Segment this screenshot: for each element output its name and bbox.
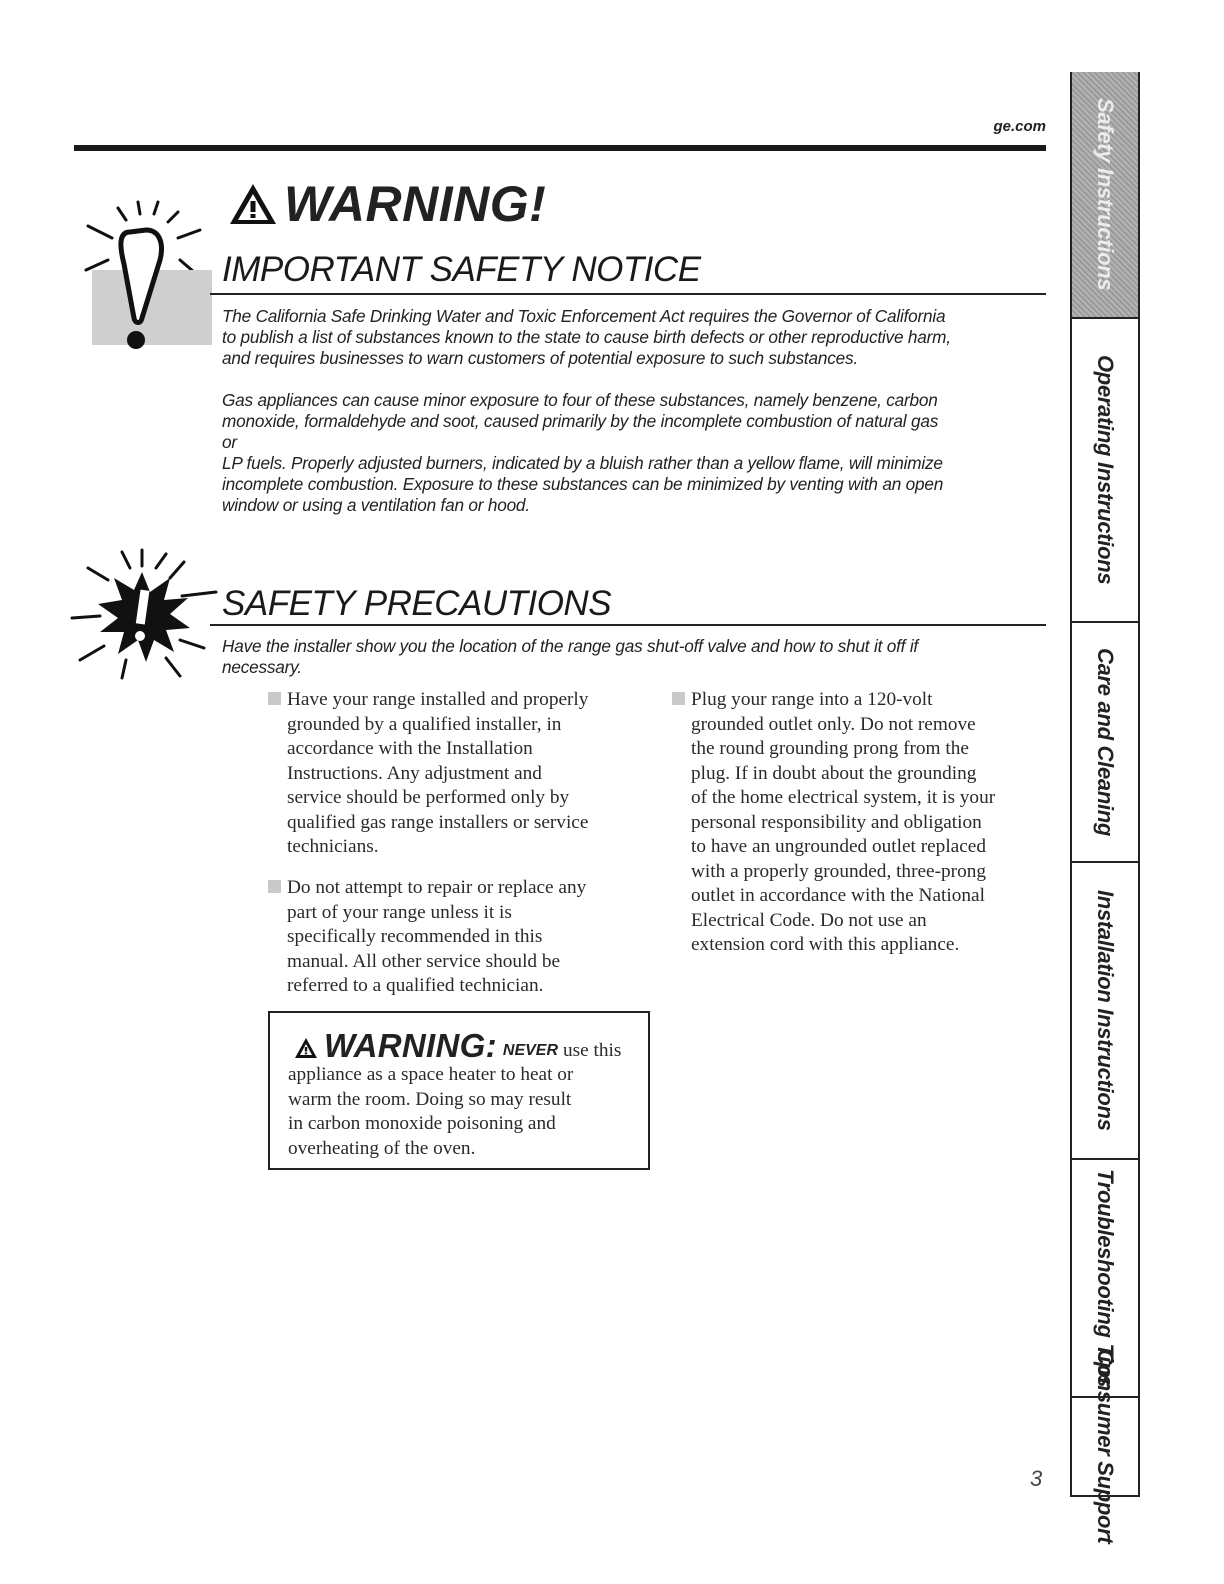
notice-paragraph-2: Gas appliances can cause minor exposure to four of these substances, namely benzene, carbon monoxide, formaldehyde and soot, caused primarily by the incomplete combustion of natural gas or LP fuels. Properly adjusted burners, indicated by a bluish rather than a yellow flame, will minimize incomplete combustion. Exposure to these substances can be minimized by venting with an open window or using a ventilation fan or hood.	[222, 390, 944, 515]
page-number: 3	[1030, 1466, 1043, 1491]
tab-care-and-cleaning[interactable]: Care and Cleaning	[1072, 621, 1138, 861]
box-warning-word: WARNING:	[324, 1027, 497, 1064]
section-tabs	[1070, 72, 1140, 1544]
bullet-square-icon	[268, 692, 281, 705]
safety-precautions-title: SAFETY PRECAUTIONS	[222, 584, 612, 623]
warning-triangle-icon	[228, 181, 278, 227]
precautions-rule	[210, 624, 1046, 626]
precautions-intro: Have the installer show you the location of the range gas shut-off valve and how to shut it off if necessary.	[222, 636, 919, 677]
tab-operating-instructions[interactable]: Operating Instructions	[1072, 317, 1138, 621]
notice-paragraph-1: The California Safe Drinking Water and Toxic Enforcement Act requires the Governor of California to publish a list of substances known to the state to cause birth defects or other reproductive harm, and requires businesses to warn customers of potential exposure to such substances.	[222, 306, 951, 368]
bullet-square-icon	[268, 880, 281, 893]
tab-safety-instructions[interactable]: Safety Instructions	[1072, 72, 1138, 317]
starburst-exclamation-icon	[70, 548, 220, 684]
website-url: ge.com	[993, 118, 1046, 135]
box-never-word: NEVER	[502, 1042, 559, 1059]
header-rule	[74, 145, 1046, 151]
space-heater-warning-box	[268, 1011, 650, 1170]
bullet-square-icon	[672, 692, 685, 705]
box-body: appliance as a space heater to heat or warm the room. Doing so may result in carbon monoxide poisoning and overheating of the oven.	[288, 1064, 574, 1159]
precaution-bullet-3: Plug your range into a 120-volt grounded outlet only. Do not remove the round grounding prong from the plug. If in doubt about the grounding of the home electrical system, it is your personal responsibility and obligation to have an ungrounded outlet replaced with a properly grounded, three-prong outlet in accordance with the National Electrical Code. Do not use an extension cord with this appliance.	[672, 688, 1062, 958]
precaution-bullet-2: Do not attempt to repair or replace any part of your range unless it is specifically recommended in this manual. All other service should be referred to a qualified technician.	[268, 876, 658, 999]
tab-installation-instructions[interactable]: Installation Instructions	[1072, 861, 1138, 1158]
warning-title: WARNING!	[284, 176, 547, 232]
important-notice-title: IMPORTANT SAFETY NOTICE	[222, 250, 701, 289]
exclamation-burst-icon	[78, 200, 213, 350]
notice-rule	[210, 293, 1046, 295]
warning-heading	[228, 176, 546, 232]
tab-consumer-support[interactable]: Consumer Support	[1072, 1396, 1138, 1495]
warning-triangle-icon	[294, 1037, 318, 1059]
precaution-bullet-1: Have your range installed and properly grounded by a qualified installer, in accordance with the Installation Instructions. Any adjustment and service should be performed only by qualified gas range installers or service technicians.	[268, 688, 658, 860]
tab-troubleshooting-tips[interactable]: Troubleshooting Tips	[1072, 1158, 1138, 1396]
box-first-line-rest: use this	[563, 1039, 622, 1061]
